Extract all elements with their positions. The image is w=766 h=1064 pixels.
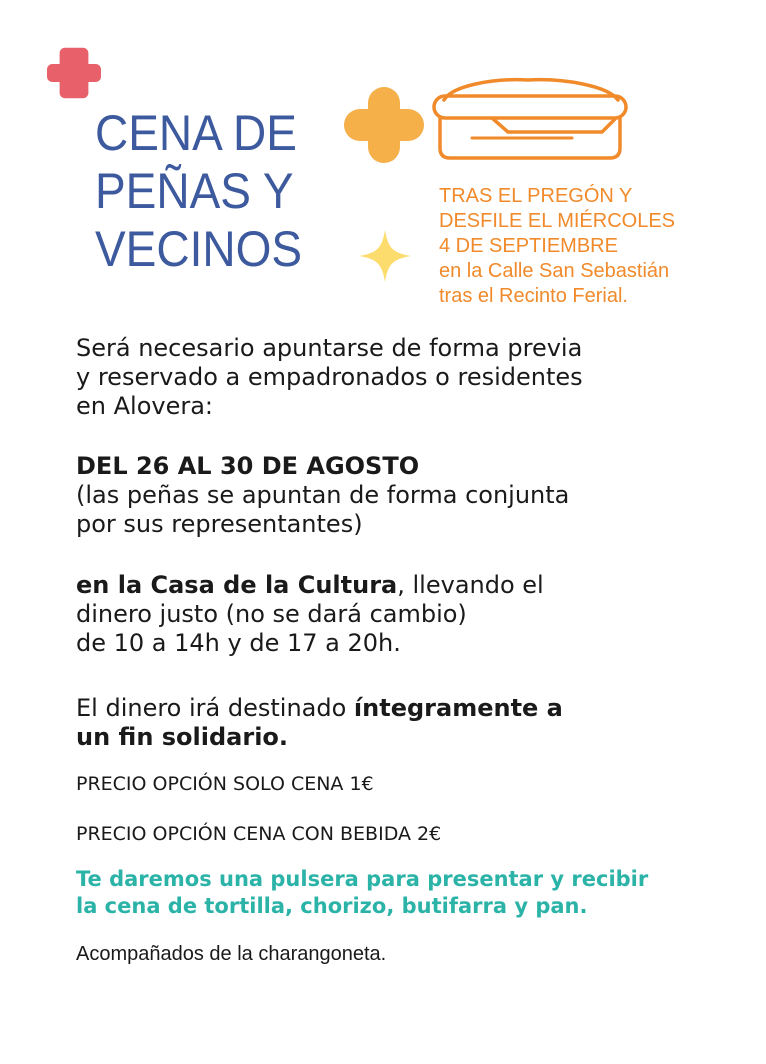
closing-line: Acompañados de la charangoneta. [76, 943, 387, 965]
intro-line: Será necesario apuntarse de forma previa [76, 334, 583, 362]
money-text: El dinero irá destinado [76, 694, 354, 722]
dates-paragraph [76, 452, 716, 539]
event-info-line: en la Calle San Sebastián [439, 260, 670, 282]
place-name: en la Casa de la Cultura [76, 571, 398, 599]
dates-note-line: (las peñas se apuntan de forma conjunta [76, 481, 570, 509]
place-line: de 10 a 14h y de 17 a 20h. [76, 629, 401, 657]
place-rest: , llevando el [397, 571, 544, 599]
bracelet-note-line: Te daremos una pulsera para presentar y recibir [76, 867, 649, 891]
price-cena-bebida: PRECIO OPCIÓN CENA CON BEBIDA 2€ [76, 823, 442, 845]
event-info-line: 4 DE SEPTIEMBRE [439, 235, 618, 257]
price-solo-cena: PRECIO OPCIÓN SOLO CENA 1€ [76, 773, 374, 795]
page-title [95, 104, 334, 278]
lunch-box-icon [432, 74, 632, 164]
event-info-line: TRAS EL PREGÓN Y [439, 185, 633, 207]
bracelet-note-line: la cena de tortilla, chorizo, butifarra y pan. [76, 894, 588, 918]
money-bold: un fin solidario. [76, 723, 289, 751]
money-paragraph [76, 694, 716, 752]
dates-heading: DEL 26 AL 30 DE AGOSTO [76, 452, 420, 480]
intro-paragraph [76, 334, 716, 421]
event-info-line: tras el Recinto Ferial. [439, 285, 628, 307]
red-cross-icon [44, 43, 104, 103]
dates-note-line: por sus representantes) [76, 510, 363, 538]
intro-line: en Alovera: [76, 392, 214, 420]
place-line: dinero justo (no se dará cambio) [76, 600, 467, 628]
yellow-star-icon [357, 228, 413, 284]
title-line: CENA DE [95, 105, 297, 161]
event-info-line: DESFILE EL MIÉRCOLES [439, 210, 675, 232]
orange-cross-icon [342, 85, 426, 165]
event-info [439, 184, 759, 309]
bracelet-note [76, 866, 716, 920]
money-bold: íntegramente a [353, 694, 563, 722]
intro-line: y reservado a empadronados o residentes [76, 363, 583, 391]
title-line: PEÑAS Y [95, 163, 294, 219]
place-paragraph [76, 571, 716, 658]
title-line: VECINOS [95, 221, 303, 277]
